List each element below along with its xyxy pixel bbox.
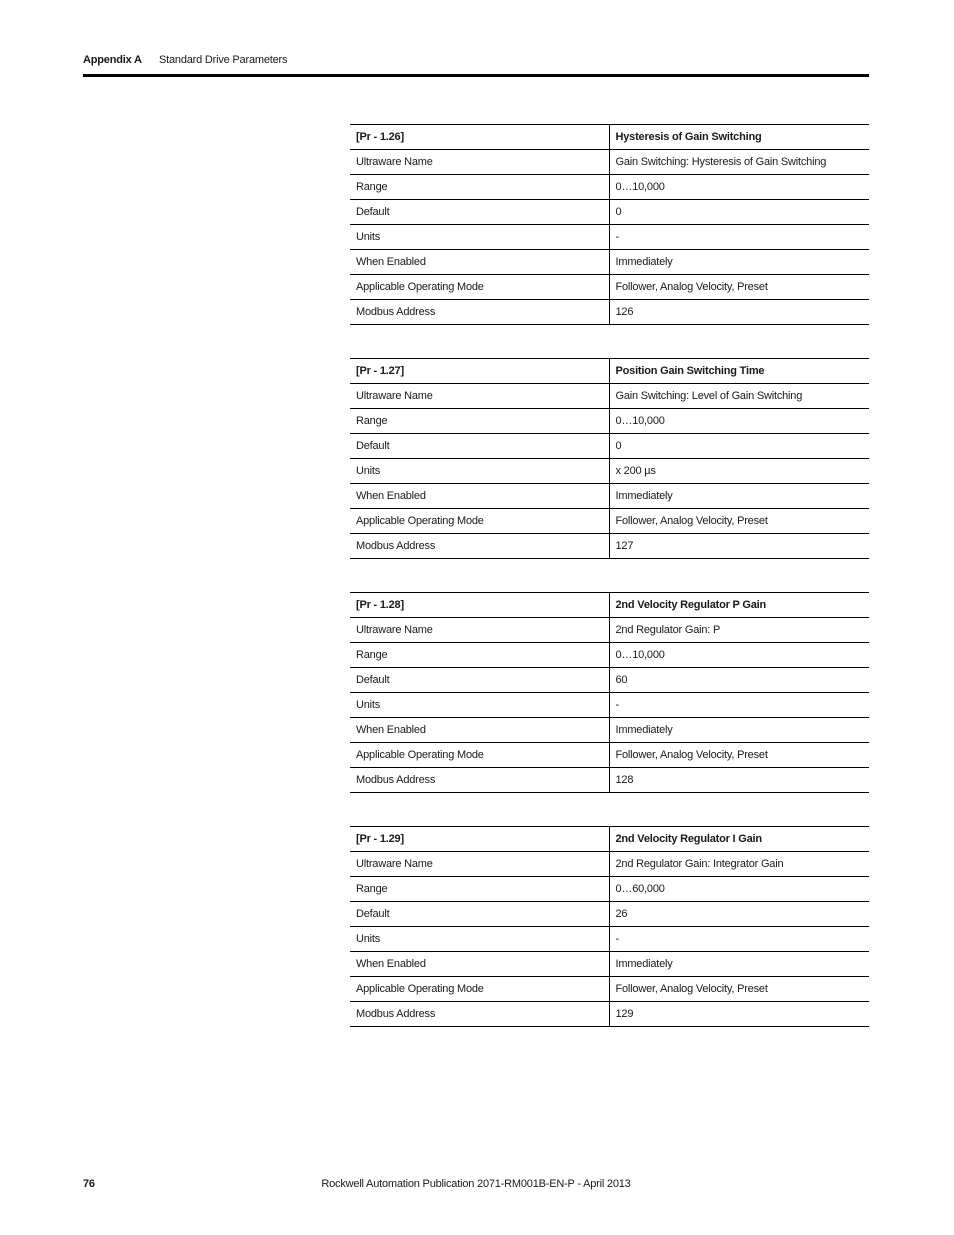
table-header-row [350,125,869,150]
row-value: Follower, Analog Velocity, Preset [609,743,869,768]
table-row [350,175,869,200]
page-header [83,52,869,77]
table-row [350,927,869,952]
row-label: Ultraware Name [350,852,609,877]
parameter-title: 2nd Velocity Regulator I Gain [609,827,869,852]
row-label: Units [350,225,609,250]
row-value: Follower, Analog Velocity, Preset [609,275,869,300]
row-label: Applicable Operating Mode [350,743,609,768]
parameter-table-1-27 [350,358,869,559]
row-label: Default [350,668,609,693]
parameter-id: [Pr - 1.28] [350,593,609,618]
table-header-row [350,359,869,384]
table-row [350,718,869,743]
table-row [350,409,869,434]
row-value: 26 [609,902,869,927]
row-value: Immediately [609,718,869,743]
row-value: 60 [609,668,869,693]
table-row [350,250,869,275]
table-row [350,384,869,409]
table-row [350,952,869,977]
row-label: Units [350,459,609,484]
table-row [350,643,869,668]
row-label: Applicable Operating Mode [350,275,609,300]
row-label: When Enabled [350,952,609,977]
row-value: 0…10,000 [609,175,869,200]
page-footer [83,1176,869,1192]
table-row [350,852,869,877]
table-header-row [350,593,869,618]
row-value: - [609,225,869,250]
row-value: 128 [609,768,869,793]
table-row [350,275,869,300]
row-value: x 200 µs [609,459,869,484]
row-label: Range [350,877,609,902]
parameter-table-1-29 [350,826,869,1027]
row-value: 0…10,000 [609,643,869,668]
row-value: 0 [609,434,869,459]
row-label: Range [350,643,609,668]
table-row [350,693,869,718]
row-value: Gain Switching: Level of Gain Switching [609,384,869,409]
section-title: Standard Drive Parameters [159,54,288,66]
row-label: Modbus Address [350,300,609,325]
row-label: Modbus Address [350,534,609,559]
parameter-id: [Pr - 1.29] [350,827,609,852]
table-row [350,225,869,250]
table-row [350,668,869,693]
row-label: Range [350,409,609,434]
row-value: Immediately [609,484,869,509]
table-row [350,459,869,484]
parameter-title: 2nd Velocity Regulator P Gain [609,593,869,618]
row-label: Modbus Address [350,768,609,793]
table-row [350,743,869,768]
row-label: Default [350,434,609,459]
row-value: Follower, Analog Velocity, Preset [609,977,869,1002]
publication-info: Rockwell Automation Publication 2071-RM001B-EN-P - April 2013 [321,1178,631,1190]
row-value: 2nd Regulator Gain: Integrator Gain [609,852,869,877]
row-value: Immediately [609,250,869,275]
table-row [350,200,869,225]
table-row [350,484,869,509]
table-row [350,1002,869,1027]
row-label: Modbus Address [350,1002,609,1027]
table-row [350,534,869,559]
parameter-title: Position Gain Switching Time [609,359,869,384]
row-label: Ultraware Name [350,150,609,175]
row-label: When Enabled [350,718,609,743]
row-value: - [609,693,869,718]
row-label: When Enabled [350,484,609,509]
parameter-table-1-28 [350,592,869,793]
table-row [350,509,869,534]
row-value: 129 [609,1002,869,1027]
row-label: Default [350,902,609,927]
table-row [350,768,869,793]
table-row [350,618,869,643]
row-value: Immediately [609,952,869,977]
table-row [350,902,869,927]
row-label: Ultraware Name [350,618,609,643]
row-label: Applicable Operating Mode [350,977,609,1002]
row-value: 126 [609,300,869,325]
row-label: When Enabled [350,250,609,275]
row-label: Range [350,175,609,200]
appendix-label: Appendix A [83,54,142,66]
parameter-title: Hysteresis of Gain Switching [609,125,869,150]
row-value: 2nd Regulator Gain: P [609,618,869,643]
table-row [350,150,869,175]
row-value: Follower, Analog Velocity, Preset [609,509,869,534]
parameter-table-1-26 [350,124,869,325]
row-label: Applicable Operating Mode [350,509,609,534]
table-header-row [350,827,869,852]
row-value: 0…60,000 [609,877,869,902]
row-value: 0 [609,200,869,225]
parameter-id: [Pr - 1.27] [350,359,609,384]
row-value: - [609,927,869,952]
page-number: 76 [83,1178,95,1190]
table-row [350,434,869,459]
row-label: Ultraware Name [350,384,609,409]
table-row [350,877,869,902]
row-label: Default [350,200,609,225]
row-label: Units [350,693,609,718]
row-value: 127 [609,534,869,559]
table-row [350,977,869,1002]
parameter-id: [Pr - 1.26] [350,125,609,150]
table-row [350,300,869,325]
row-value: Gain Switching: Hysteresis of Gain Switching [609,150,869,175]
row-value: 0…10,000 [609,409,869,434]
row-label: Units [350,927,609,952]
